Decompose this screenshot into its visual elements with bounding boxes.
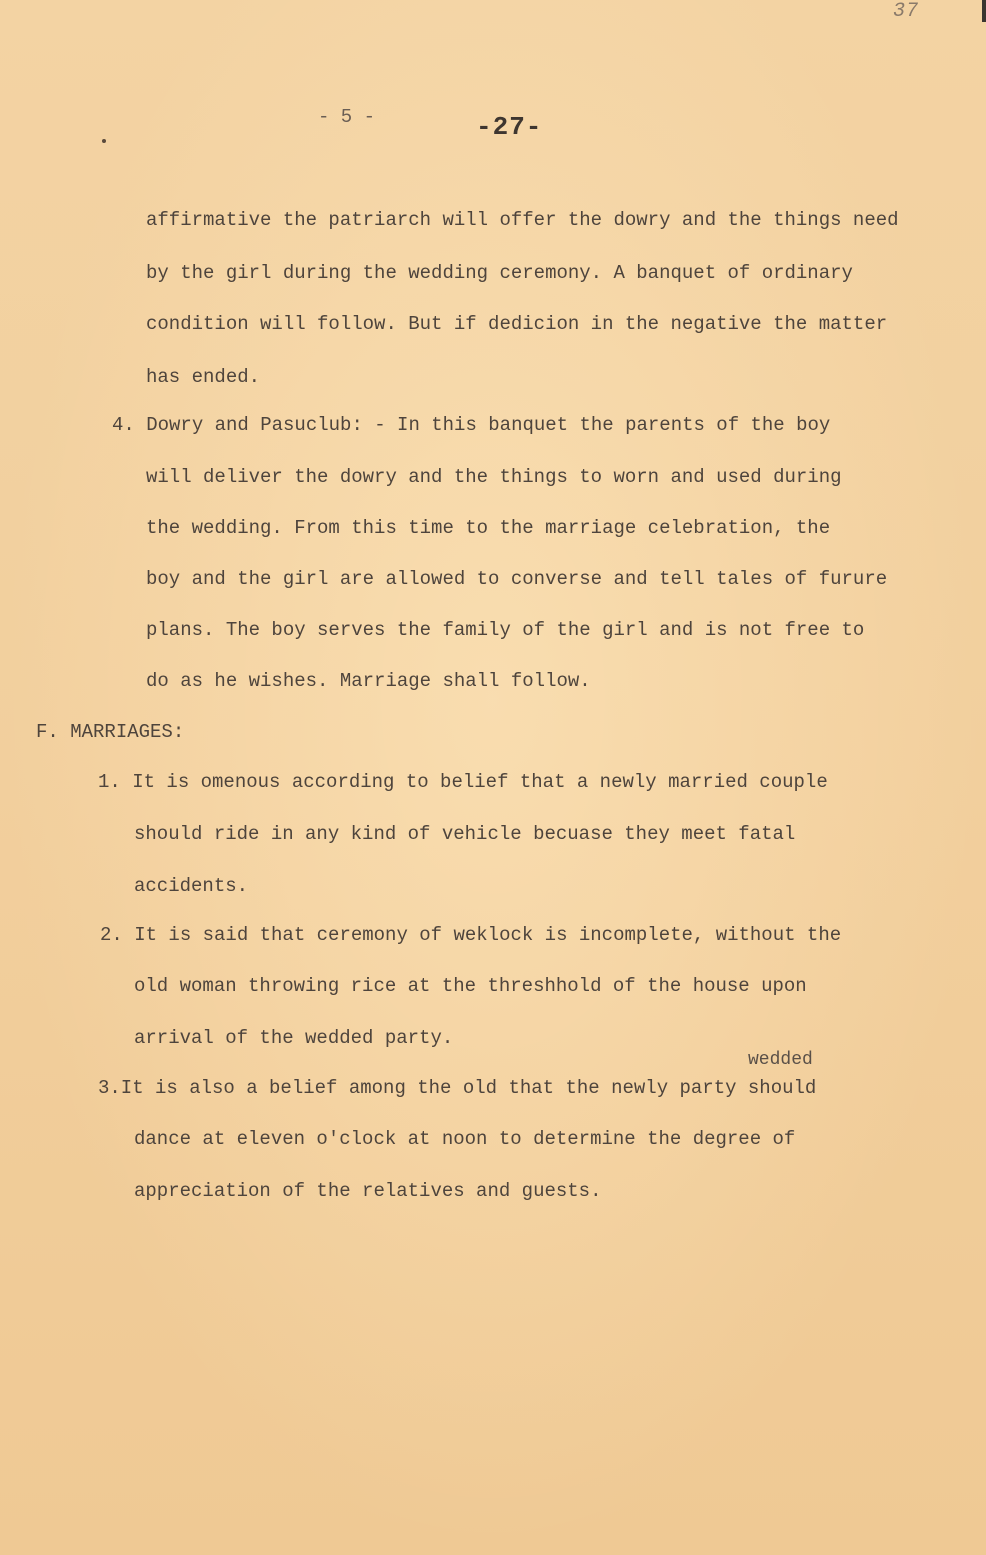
body-line: the wedding. From this time to the marriage celebration, the	[146, 517, 831, 539]
body-line: boy and the girl are allowed to converse and tell tales of furure	[146, 568, 888, 590]
body-line: arrival of the wedded party.	[134, 1027, 454, 1049]
corner-page-number: 37	[893, 0, 920, 23]
body-line: appreciation of the relatives and guests.	[134, 1180, 602, 1202]
original-page-number: - 5 -	[318, 106, 376, 128]
page-edge-mark	[982, 0, 986, 22]
body-line: has ended.	[146, 366, 261, 388]
section-heading: F. MARRIAGES:	[36, 721, 185, 743]
body-line: plans. The boy serves the family of the girl and is not free to	[146, 619, 865, 641]
ink-dot	[102, 139, 106, 143]
body-line: will deliver the dowry and the things to worn and used during	[146, 466, 842, 488]
list-item: 3.It is also a belief among the old that the newly party should	[98, 1077, 817, 1099]
body-line: do as he wishes. Marriage shall follow.	[146, 670, 591, 692]
list-item: 2. It is said that ceremony of weklock is incomplete, without the	[100, 924, 842, 946]
body-line: accidents.	[134, 875, 249, 897]
list-item: 1. It is omenous according to belief that a newly married couple	[98, 771, 828, 793]
body-line: should ride in any kind of vehicle becuase they meet fatal	[134, 823, 796, 845]
body-line: by the girl during the wedding ceremony. A banquet of ordinary	[146, 262, 853, 284]
stamped-page-number: -27-	[476, 112, 543, 142]
list-item-heading: 4. Dowry and Pasuclub: - In this banquet the parents of the boy	[112, 414, 831, 436]
body-line: dance at eleven o'clock at noon to determine the degree of	[134, 1128, 796, 1150]
body-line: old woman throwing rice at the threshhold of the house upon	[134, 975, 807, 997]
handwritten-insertion: wedded	[748, 1050, 813, 1070]
body-line: condition will follow. But if dedicion in the negative the matter	[146, 313, 888, 335]
body-line: affirmative the patriarch will offer the dowry and the things need	[146, 209, 899, 231]
